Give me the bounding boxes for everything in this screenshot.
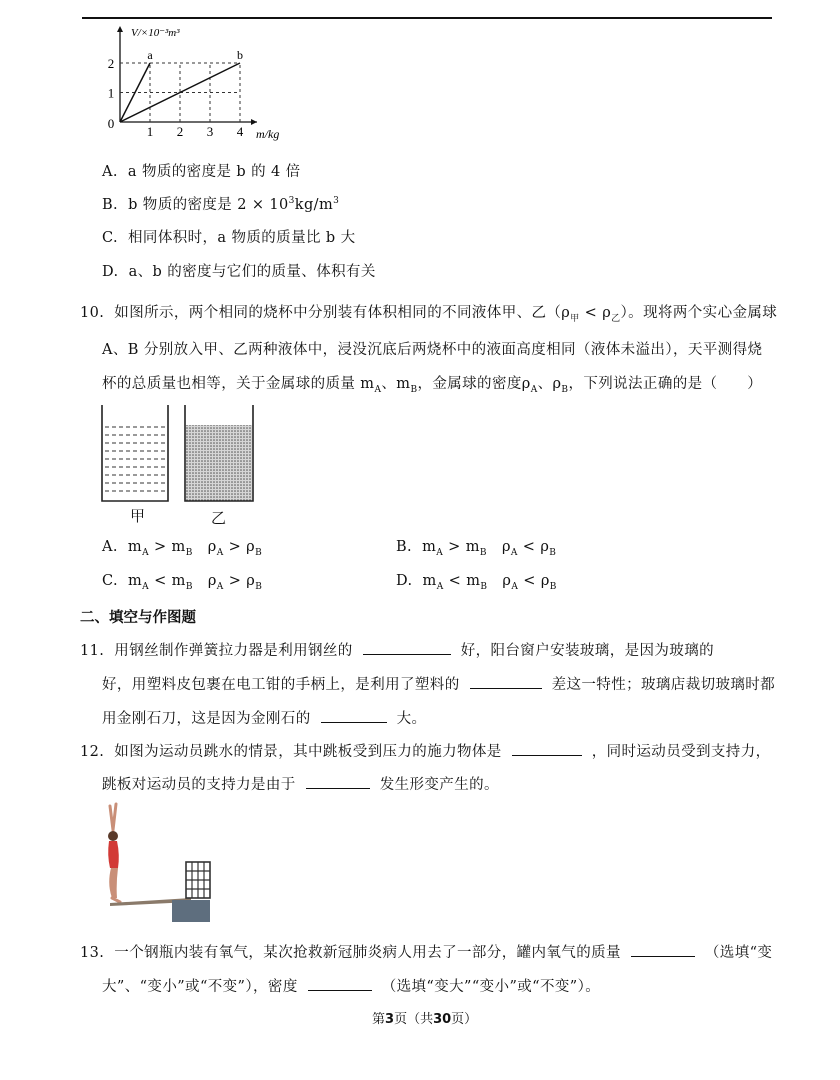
option-letter: C. xyxy=(102,230,118,246)
q9-option-a xyxy=(102,160,301,181)
q9-option-b xyxy=(102,193,339,214)
subscript: B xyxy=(549,547,557,558)
option-letter: B. xyxy=(396,539,413,555)
q11-text: 差这一特性；玻璃店裁切玻璃时都 xyxy=(551,677,776,693)
series-label-a: a xyxy=(147,48,153,62)
subscript: B xyxy=(480,581,488,592)
x-tick-label: 3 xyxy=(206,124,214,139)
answer-blank[interactable] xyxy=(363,640,451,655)
beakers-figure xyxy=(96,403,260,527)
relation-sign: < xyxy=(154,573,167,589)
q13-text: 一个钢瓶内装有氧气，某次抢救新冠肺炎病人用去了一部分，罐内氧气的质量 xyxy=(114,945,621,961)
q13-text: 大”、“变小”或“不变”），密度 xyxy=(102,979,298,995)
diver-figure xyxy=(96,800,216,926)
option-text: b 物质的密度是 2 × 10 xyxy=(128,197,289,213)
q10-text: ，金属球的密度ρ xyxy=(417,376,531,392)
footer-text: 页） xyxy=(451,1012,478,1027)
q10-option-c: C. $m_A < m_B$ $\rho_A > \rho_B$ xyxy=(102,573,263,592)
footer-text: 页（共 xyxy=(394,1012,434,1027)
subscript: A xyxy=(216,547,224,558)
page-header-rule xyxy=(82,17,772,19)
q12-text: 如图为运动员跳水的情景，其中跳板受到压力的施力物体是 xyxy=(114,744,502,760)
x-tick-label: 4 xyxy=(236,124,244,139)
subscript: A xyxy=(436,547,444,558)
subscript: 乙 xyxy=(611,313,621,324)
subscript: B xyxy=(185,581,193,592)
unit-text: kg/m xyxy=(294,197,334,213)
q12-text: ，同时运动员受到支持力， xyxy=(591,744,771,760)
q10-line-1 xyxy=(80,301,777,324)
q10-text: 、m xyxy=(381,376,411,392)
q13-text: （选填“变大”“变小”或“不变”）。 xyxy=(381,979,601,995)
relation-sign: > xyxy=(153,539,167,555)
q10-option-b: B. $m_A > m_B$ $\rho_A < \rho_B$ xyxy=(396,539,557,558)
footer-text: 第 xyxy=(372,1012,386,1027)
subscript: A xyxy=(142,581,150,592)
q12-line-2 xyxy=(102,773,499,794)
option-letter: A. xyxy=(102,164,118,180)
answer-blank[interactable] xyxy=(512,741,582,756)
relation-sign: < xyxy=(522,539,536,555)
y-tick-label: 2 xyxy=(107,56,115,71)
y-tick-label: 1 xyxy=(107,85,115,101)
q13-line-2 xyxy=(102,975,600,996)
beaker-jia xyxy=(102,405,168,501)
option-letter: A. xyxy=(102,539,118,555)
answer-blank[interactable] xyxy=(321,708,387,723)
answer-blank[interactable] xyxy=(306,774,370,789)
subscript: B xyxy=(255,547,263,558)
q10-line-2: A、B 分别放入甲、乙两种液体中，浸没沉底后两烧杯中的液面高度相同（液体未溢出），天平测得烧 xyxy=(102,342,763,358)
x-axis-label: m/kg xyxy=(256,127,280,141)
origin-label: 0 xyxy=(107,116,115,131)
answer-blank[interactable] xyxy=(308,976,372,991)
option-letter: D. xyxy=(396,573,413,589)
q10-text: ，下列说法正确的是（ ） xyxy=(568,376,763,392)
q11-line-3 xyxy=(102,707,426,728)
q13-text: （选填“变 xyxy=(704,945,773,961)
subscript: A xyxy=(216,581,224,592)
y-axis-label: V/×10⁻³m³ xyxy=(131,27,180,39)
option-text: 相同体积时，a 物质的质量比 b 大 xyxy=(128,230,356,246)
y-axis-arrow xyxy=(117,26,123,32)
q10-line-3 xyxy=(102,372,762,395)
x-tick-label: 2 xyxy=(176,124,184,139)
x-tick-label: 1 xyxy=(146,124,154,139)
relation-sign: > xyxy=(228,573,242,589)
q12-text: 跳板对运动员的支持力是由于 xyxy=(102,777,296,793)
diving-board-icon xyxy=(110,862,210,922)
x-axis-arrow xyxy=(251,119,257,125)
q10-option-a: A. $m_A > m_B$ $\rho_A > \rho_B$ xyxy=(102,539,263,558)
question-number: 12. xyxy=(80,744,105,760)
total-pages: 30 xyxy=(433,1012,452,1027)
page-number: 3 xyxy=(385,1012,395,1027)
q13-line-1 xyxy=(80,941,772,962)
q10-text: 如图所示，两个相同的烧杯中分别装有体积相同的不同液体甲、乙（ρ xyxy=(114,305,571,321)
exponent: 3 xyxy=(333,196,340,207)
option-text: a 物质的密度是 b 的 4 倍 xyxy=(127,164,301,180)
option-letter: D. xyxy=(102,264,119,280)
q11-text: 好，阳台窗户安装玻璃，是因为玻璃的 xyxy=(460,643,715,659)
subscript: B xyxy=(185,547,193,558)
q10-text: ）。现将两个实心金属球 xyxy=(620,305,778,321)
q10-option-d: D. $m_A < m_B$ $\rho_A < \rho_B$ xyxy=(396,573,557,592)
subscript: B xyxy=(410,384,418,395)
beaker-label-jia: 甲 xyxy=(130,507,146,525)
relation-sign: < xyxy=(448,573,462,589)
option-letter: C. xyxy=(102,573,118,589)
question-number: 10. xyxy=(80,305,105,321)
question-number: 11. xyxy=(80,643,105,659)
q12-line-1 xyxy=(80,740,771,761)
subscript: 甲 xyxy=(570,313,580,324)
beaker-yi xyxy=(185,405,253,501)
page-footer xyxy=(372,1008,477,1027)
option-text: a、b 的密度与它们的质量、体积有关 xyxy=(128,264,376,280)
exponent: 3 xyxy=(288,196,295,207)
subscript: A xyxy=(510,547,518,558)
q10-text: 、ρ xyxy=(537,376,562,392)
beaker-label-yi: 乙 xyxy=(211,509,227,527)
q11-text: 用钢丝制作弹簧拉力器是利用钢丝的 xyxy=(114,643,353,659)
subscript: B xyxy=(549,581,557,592)
q11-line-1 xyxy=(80,639,714,660)
subscript: A xyxy=(374,384,382,395)
section-title: 二、填空与作图题 xyxy=(80,610,196,626)
subscript: A xyxy=(530,384,538,395)
subscript: B xyxy=(479,547,487,558)
relation-sign: > xyxy=(448,539,461,555)
q10-text: 杯的总质量也相等，关于金属球的质量 m xyxy=(102,376,375,392)
subscript: A xyxy=(142,547,149,558)
option-letter: B. xyxy=(102,197,119,213)
subscript: B xyxy=(255,581,263,592)
question-number: 13. xyxy=(80,945,105,961)
relation-sign: < xyxy=(523,573,536,589)
answer-blank[interactable] xyxy=(631,942,695,957)
q11-text: 用金刚石刀，这是因为金刚石的 xyxy=(102,711,311,727)
q9-option-d xyxy=(102,260,376,281)
q11-text: 好，用塑料皮包裹在电工钳的手柄上，是利用了塑料的 xyxy=(102,677,460,693)
subscript: A xyxy=(436,581,444,592)
diver-icon xyxy=(108,804,120,902)
series-label-b: b xyxy=(237,48,243,62)
q10-text: < ρ xyxy=(579,305,612,321)
q11-text: 大。 xyxy=(396,711,427,727)
q12-text: 发生形变产生的。 xyxy=(379,777,499,793)
subscript: B xyxy=(561,384,569,395)
subscript: A xyxy=(511,581,519,592)
q11-line-2 xyxy=(102,673,775,694)
q9-option-c xyxy=(102,226,355,247)
density-graph xyxy=(98,22,298,150)
answer-blank[interactable] xyxy=(470,674,542,689)
relation-sign: > xyxy=(228,539,242,555)
